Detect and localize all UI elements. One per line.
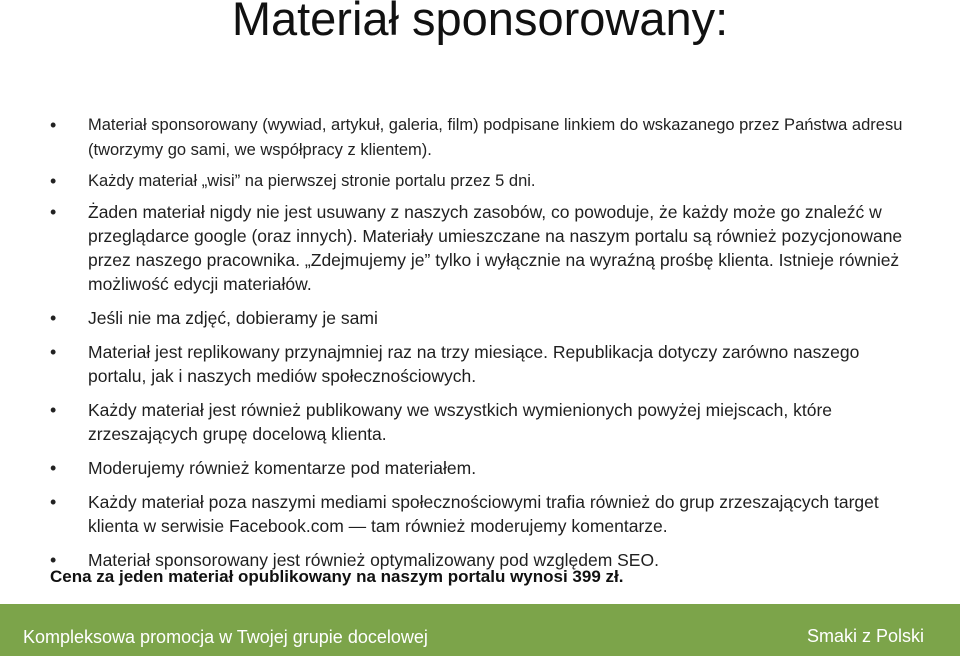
bullet-icon: •: [50, 492, 57, 512]
list-item: [50, 456, 910, 480]
list-item-text: Każdy materiał jest również publikowany we wszystkich wymienionych powyżej miejscach, które zrzeszających grupę docelową klienta.: [88, 400, 833, 444]
bullet-icon: •: [50, 171, 57, 191]
bullet-icon: •: [50, 342, 57, 362]
footer-bar: [0, 604, 960, 656]
list-item-text: Materiał sponsorowany jest również optymalizowany pod względem SEO.: [88, 550, 659, 570]
slide-title: Materiał sponsorowany:: [231, 0, 729, 45]
footer-brand: Smaki z Polski: [806, 626, 924, 646]
list-item: [50, 169, 910, 194]
list-item: [50, 200, 910, 296]
bullet-icon: •: [50, 202, 57, 222]
bullet-icon: •: [50, 458, 57, 478]
list-item-text: Materiał jest replikowany przynajmniej raz na trzy miesiące. Republikacja dotyczy zarówno naszego portalu, jak i naszych mediów społecznościowych.: [88, 342, 860, 386]
list-item: [50, 306, 910, 330]
list-item-text: Każdy materiał poza naszymi mediami społecznościowymi trafia również do grup zrzeszających target klienta w serwisie Facebook.com — tam również moderujemy komentarze.: [88, 492, 879, 536]
bullet-icon: •: [50, 550, 57, 570]
list-item: [50, 490, 910, 538]
footer-tagline: Kompleksowa promocja w Twojej grupie docelowej: [23, 627, 428, 647]
list-item: [50, 398, 910, 446]
bullet-list: [50, 113, 910, 572]
list-item-text: Żaden materiał nigdy nie jest usuwany z naszych zasobów, co powoduje, że każdy może go znaleźć w przeglądarce google (oraz innych). Materiały umieszczane na naszym portalu są również pozycjonowane przez naszego pracownika. „Zdejmujemy je” tylko i wyłącznie na wyraźną prośbę klienta. Istnieje również możliwość edycji materiałów.: [88, 202, 903, 294]
list-item: [50, 340, 910, 388]
price-note: Cena za jeden materiał opublikowany na naszym portalu wynosi 399 zł.: [50, 567, 624, 586]
list-item-text: Jeśli nie ma zdjęć, dobieramy je sami: [88, 308, 378, 328]
bullet-icon: •: [50, 115, 57, 135]
list-item-text: Każdy materiał „wisi” na pierwszej stronie portalu przez 5 dni.: [88, 172, 536, 190]
list-item-text: Materiał sponsorowany (wywiad, artykuł, galeria, film) podpisane linkiem do wskazanego przez Państwa adresu (tworzymy go sami, we współpracy z klientem).: [88, 116, 903, 159]
list-item-text: Moderujemy również komentarze pod materiałem.: [88, 458, 477, 478]
bullet-icon: •: [50, 308, 57, 328]
bullet-icon: •: [50, 400, 57, 420]
list-item: [50, 113, 910, 163]
